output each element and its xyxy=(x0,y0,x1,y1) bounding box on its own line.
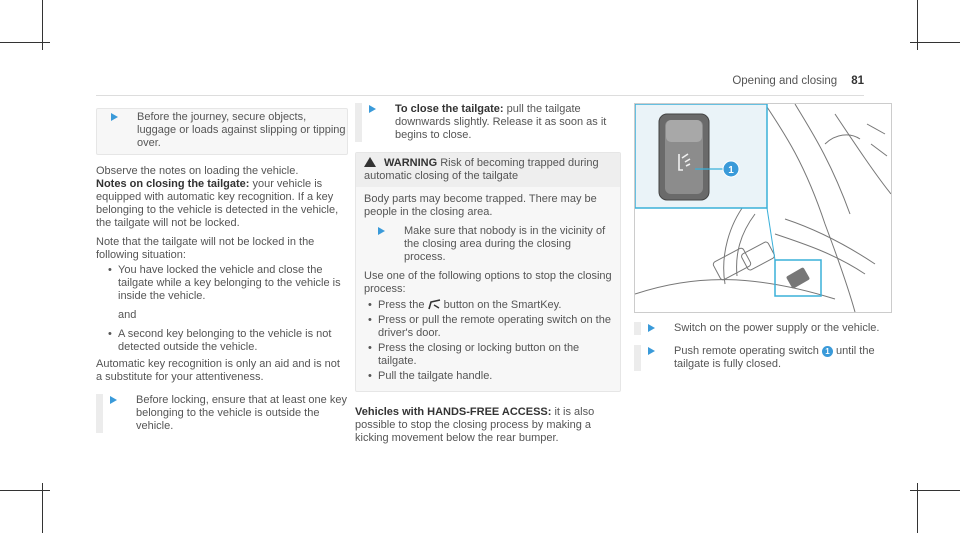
step-text: Push remote operating switch xyxy=(674,345,819,357)
right-column xyxy=(634,322,894,371)
and-text: and xyxy=(118,309,137,321)
callout-number: 1 xyxy=(822,346,833,357)
crop-mark xyxy=(910,490,960,491)
handsfree-body: it is also possible to stop the closing process by making a kicking movement below the rear bumper. xyxy=(355,406,595,444)
notes-title: Notes on closing the tailgate: xyxy=(96,178,250,190)
instruction-step xyxy=(96,394,348,433)
crop-mark xyxy=(0,490,50,491)
notes-body: your vehicle is equipped with automatic key recognition. If a key belonging to the vehicle is detected in the vehicle, the tailgate will not be locked. xyxy=(96,178,339,229)
options-list xyxy=(364,299,612,383)
step-text: until the tailgate is fully closed. xyxy=(674,345,875,370)
step-text: Switch on the power supply or the vehicle. xyxy=(674,322,880,334)
crop-mark xyxy=(910,42,960,43)
list-item xyxy=(368,299,612,312)
option-text: Press the xyxy=(378,299,425,311)
handsfree-title: Vehicles with HANDS-FREE ACCESS: xyxy=(355,406,552,418)
list-item: • Pull the tailgate handle. xyxy=(368,370,612,383)
close-body: pull the tailgate downwards slightly. Release it as soon as it begins to close. xyxy=(395,103,607,141)
instruction-step xyxy=(355,103,621,142)
left-column xyxy=(96,108,348,433)
handsfree-paragraph xyxy=(355,406,621,445)
middle-column xyxy=(355,103,621,451)
warning-icon xyxy=(364,157,376,167)
running-header xyxy=(732,75,864,87)
list-item: • You have locked the vehicle and close the tailgate while a key belonging to the vehicle is inside the vehicle. xyxy=(108,264,348,303)
observe-text: Observe the notes on loading the vehicle. xyxy=(96,165,299,177)
step-bar xyxy=(96,394,103,433)
callout-number: 1 xyxy=(728,165,734,176)
page-number: 81 xyxy=(851,75,864,87)
crop-mark xyxy=(0,42,50,43)
arrow-icon xyxy=(648,347,655,355)
list-item: • Press or pull the remote operating switch on the driver's door. xyxy=(368,314,612,340)
instruction-step xyxy=(364,225,612,264)
options-intro: Use one of the following options to stop the closing process: xyxy=(364,270,612,295)
step-text: Before locking, ensure that at least one key belonging to the vehicle is outside the vehicle. xyxy=(136,394,347,432)
step-bar xyxy=(634,322,641,335)
instruction-step xyxy=(634,345,894,371)
warning-header xyxy=(356,153,620,187)
door-panel-drawing xyxy=(635,104,891,312)
notes-paragraph xyxy=(96,178,348,230)
automatic-note: Automatic key recognition is only an aid and is not a substitute for your attentiveness. xyxy=(96,358,340,383)
close-title: To close the tailgate: xyxy=(395,103,504,115)
instruction-step xyxy=(634,322,894,335)
arrow-icon xyxy=(378,227,385,235)
instruction-step xyxy=(97,111,347,150)
instruction-box xyxy=(96,108,348,155)
header-rule xyxy=(96,95,864,96)
step-text: Make sure that nobody is in the vicinity of the closing area during the closing process. xyxy=(404,225,606,263)
warning-label: WARNING xyxy=(384,157,438,169)
warning-text: Risk of becoming trapped during automatic closing of the tailgate xyxy=(364,157,599,182)
door-switch-illustration xyxy=(634,103,892,313)
warning-body: Body parts may become trapped. There may be people in the closing area. xyxy=(364,193,597,218)
situation-list xyxy=(96,264,348,303)
arrow-icon xyxy=(648,324,655,332)
section-title: Opening and closing xyxy=(732,75,838,87)
option-text: button on the SmartKey. xyxy=(443,299,562,311)
list-item: • Press the closing or locking button on the tailgate. xyxy=(368,342,612,368)
step-bar xyxy=(355,103,362,142)
arrow-icon xyxy=(110,396,117,404)
situation-list xyxy=(96,328,348,354)
arrow-icon xyxy=(111,113,118,121)
warning-box xyxy=(355,152,621,392)
note-following: Note that the tailgate will not be locked in the following situation: xyxy=(96,236,315,261)
tailgate-key-icon xyxy=(428,299,441,310)
arrow-icon xyxy=(369,105,376,113)
step-text: Before the journey, secure objects, luggage or loads against slipping or tipping over. xyxy=(137,111,346,149)
step-bar xyxy=(634,345,641,371)
list-item: • A second key belonging to the vehicle is not detected outside the vehicle. xyxy=(108,328,348,354)
